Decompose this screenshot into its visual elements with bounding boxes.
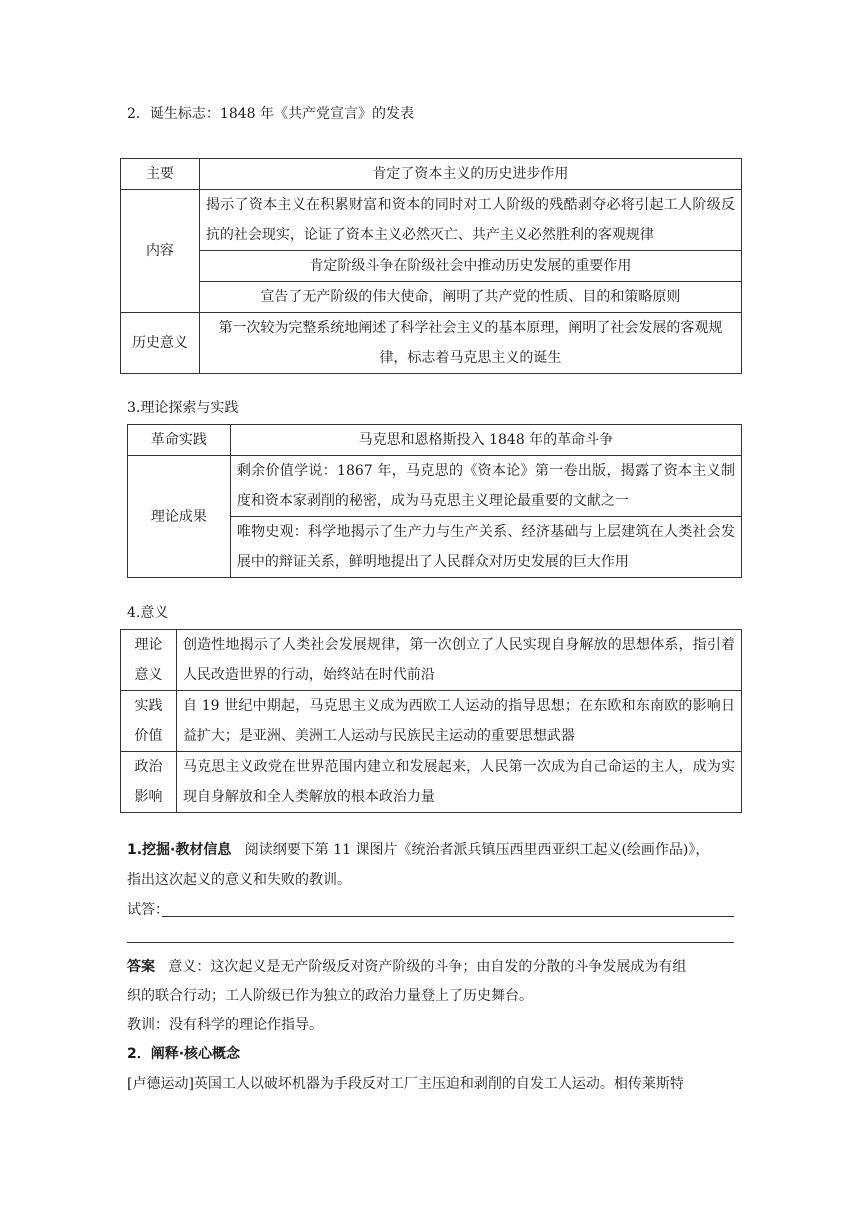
theory-result-surplus-value: 剩余价值学说：1867 年，马克思的《资本论》第一卷出版，揭露了资本主义制度和资本家剥削的秘密，成为马克思主义理论最重要的文献之一	[230, 456, 741, 517]
answer-line-3: 教训：没有科学的理论作指导。	[127, 1017, 323, 1033]
label-revolution-practice: 革命实践	[128, 425, 231, 456]
section-2-heading: 2．诞生标志：1848 年《共产党宣言》的发表	[127, 106, 414, 122]
theory-result-historical-materialism: 唯物史观：科学地揭示了生产力与生产关系、经济基础与上层建筑在人类社会发展中的辩证关系，鲜明地提出了人民群众对历史发展的巨大作用	[230, 517, 741, 578]
table-theory-practice	[127, 424, 742, 578]
section-4-heading: 4.意义	[127, 605, 169, 621]
exercise-1-prompt-line-1: 1.挖掘·教材信息 阅读纲要下第 11 课图片《统治者派兵镇压西里西亚织工起义(绘画作品)》，	[127, 842, 710, 858]
answer-line-2: 织的联合行动；工人阶级已作为独立的政治力量登上了历史舞台。	[127, 988, 533, 1004]
answer-label: 答案	[127, 959, 155, 975]
table-significance	[120, 629, 742, 813]
answer-blank-line-1[interactable]	[162, 916, 734, 917]
political-influence-text: 马克思主义政党在世界范围内建立和发展起来，人民第一次成为自己命运的主人，成为实现自身解放和全人类解放的根本政治力量	[176, 752, 741, 813]
revolution-practice-text: 马克思和恩格斯投入 1848 年的革命斗争	[230, 425, 741, 456]
historical-meaning-text: 第一次较为完整系统地阐述了科学社会主义的基本原理，阐明了社会发展的客观规律，标志着马克思主义的诞生	[199, 313, 741, 374]
label-theory-significance: 理论 意义	[121, 630, 177, 691]
content-row-4: 宣告了无产阶级的伟大使命，阐明了共产党的性质、目的和策略原则	[199, 282, 741, 313]
section-3-heading: 3.理论探索与实践	[127, 400, 239, 416]
answer-blank-line-2[interactable]	[127, 942, 734, 943]
label-historical-meaning: 历史意义	[121, 313, 200, 374]
label-main: 主要	[121, 159, 200, 190]
label-practical-value: 实践 价值	[121, 691, 177, 752]
answer-label-try: 试答：	[127, 902, 169, 918]
theory-significance-text: 创造性地揭示了人类社会发展规律，第一次创立了人民实现自身解放的思想体系，指引着人民改造世界的行动，始终站在时代前沿	[176, 630, 741, 691]
label-theory-results: 理论成果	[128, 456, 231, 578]
practical-value-text: 自 19 世纪中期起，马克思主义成为西欧工人运动的指导思想；在东欧和东南欧的影响日益扩大；是亚洲、美洲工人运动与民族民主运动的重要思想武器	[176, 691, 741, 752]
content-row-3: 肯定阶级斗争在阶级社会中推动历史发展的重要作用	[199, 251, 741, 282]
exercise-1-prompt-line-2: 指出这次起义的意义和失败的教训。	[127, 872, 351, 888]
answer-line-1: 答案 意义：这次起义是无产阶级反对资产阶级的斗争；由自发的分散的斗争发展成为有组	[127, 959, 687, 975]
exercise-1-title: 1.挖掘·教材信息	[127, 842, 232, 858]
exercise-2-line-1: [卢德运动]英国工人以破坏机器为手段反对工厂主压迫和剥削的自发工人运动。相传莱斯特	[127, 1076, 684, 1092]
content-row-1: 肯定了资本主义的历史进步作用	[199, 159, 741, 190]
label-political-influence: 政治 影响	[121, 752, 177, 813]
exercise-2-title: 2．阐释·核心概念	[127, 1046, 241, 1062]
table-birth-significance	[120, 158, 742, 374]
label-content: 内容	[121, 190, 200, 313]
content-row-2: 揭示了资本主义在积累财富和资本的同时对工人阶级的残酷剥夺必将引起工人阶级反抗的社会现实，论证了资本主义必然灭亡、共产主义必然胜利的客观规律	[199, 190, 741, 251]
